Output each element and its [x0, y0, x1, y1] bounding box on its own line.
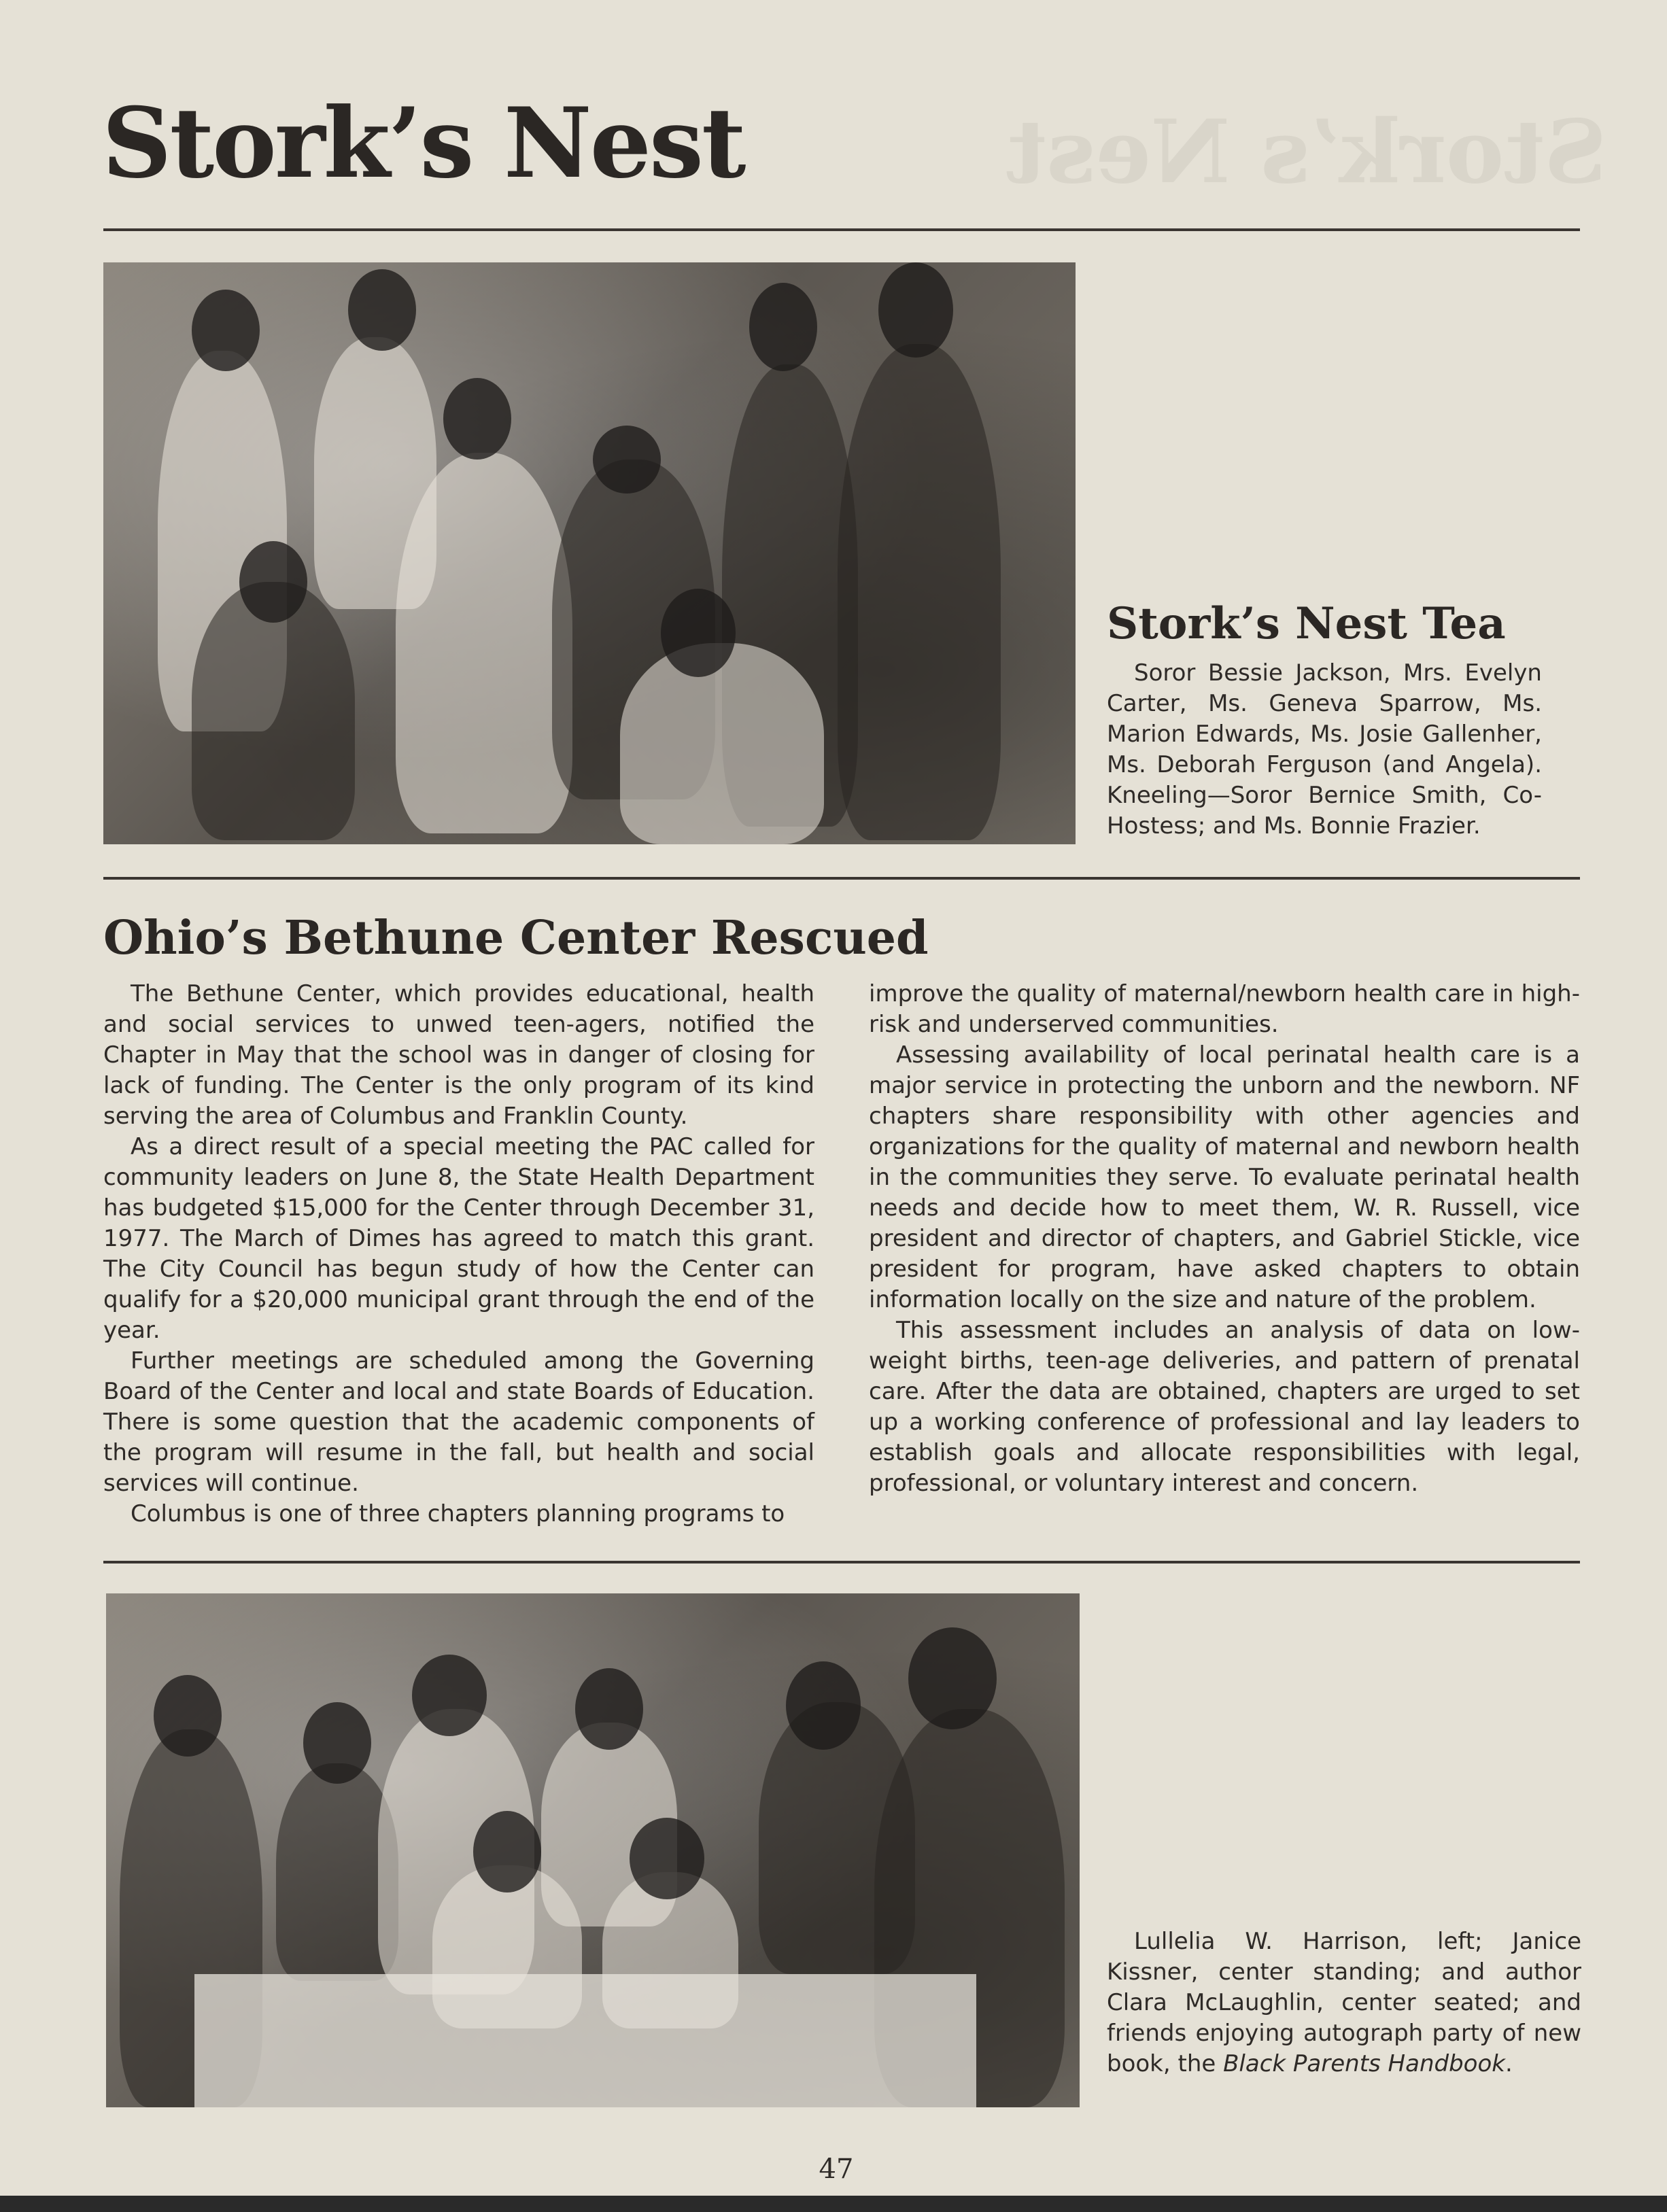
article-column-left: [103, 979, 814, 1530]
photo-figure-head: [786, 1661, 861, 1750]
photo-caption-text: Lullelia W. Harrison, left; Janice Kissner, center standing; and author Clara McLaughlin, center seated; and friends enjoying autograph party of new book, the: [1107, 1928, 1581, 2077]
photo-figure-head: [661, 589, 736, 677]
photo-figure-head: [443, 378, 511, 460]
autograph-party-photo: [106, 1593, 1080, 2107]
top-rule: [103, 228, 1580, 231]
bleed-through-title: Stork’s Nest: [1006, 101, 1607, 203]
photo-caption-end: .: [1505, 2050, 1513, 2077]
photo-figure-head: [878, 262, 953, 358]
page-title: Stork’s Nest: [102, 87, 744, 200]
photo-figure: [396, 453, 572, 833]
article-title: Ohio’s Bethune Center Rescued: [103, 911, 929, 965]
photo-figure: [620, 643, 824, 844]
photo-figure-head: [412, 1655, 487, 1736]
photo-figure-head: [239, 541, 307, 623]
photo-table: [194, 1974, 976, 2107]
book-title: Black Parents Handbook: [1223, 2050, 1505, 2077]
scan-edge: [0, 2196, 1667, 2212]
photo-figure-head: [575, 1668, 643, 1750]
photo-figure-head: [908, 1627, 997, 1729]
photo-figure-head: [348, 269, 416, 351]
photo-figure: [838, 344, 1001, 840]
photo-caption-title: Stork’s Nest Tea: [1107, 598, 1506, 649]
article-paragraph: Columbus is one of three chapters planning programs to: [131, 1500, 785, 1527]
article-paragraph: This assessment includes an analysis of data on low-weight births, teen-age deliveries, and pattern of prenatal care. After the data are obtained, chapters are urged to set up a working conference of professional and lay leaders to establish goals and allocate responsibilities with legal, professional, or voluntary interest and concern.: [869, 1317, 1580, 1497]
photo-figure-head: [192, 290, 260, 371]
photo-figure-head: [473, 1811, 541, 1893]
article-paragraph: As a direct result of a special meeting the PAC called for community leaders on June 8, the State Health Department has budgeted $15,000 for the Center through December 31, 1977. The March of Dimes has agreed to match this grant. The City Council has begun study of how the Center can qualify for a $20,000 municipal grant through the end of the year.: [103, 1133, 814, 1344]
photo-caption: [1107, 1926, 1581, 2079]
photo-figure-head: [303, 1702, 371, 1784]
photo-figure-head: [154, 1675, 222, 1757]
photo-figure-head: [593, 426, 661, 494]
section-rule: [103, 877, 1580, 880]
storks-nest-tea-photo: [103, 262, 1076, 844]
article-paragraph: Assessing availability of local perinatal health care is a major service in protecting the unborn and the newborn. NF chapters share responsibility with other agencies and organizations for the quality of maternal and newborn health in the communities they serve. To evaluate perinatal health needs and decide how to meet them, W. R. Russell, vice president and director of chapters, and Gabriel Stickle, vice president for program, have asked chapters to obtain information locally on the size and nature of the problem.: [869, 1041, 1580, 1313]
section-rule: [103, 1561, 1580, 1563]
article-paragraph: improve the quality of maternal/newborn health care in high-risk and underserved communities.: [869, 980, 1580, 1038]
article-column-right: [869, 979, 1580, 1499]
article-paragraph: Further meetings are scheduled among the Governing Board of the Center and local and state Boards of Education. There is some question that the academic components of the program will resume in the fall, but health and social services will continue.: [103, 1347, 814, 1497]
photo-caption: Soror Bessie Jackson, Mrs. Evelyn Carter, Ms. Geneva Sparrow, Ms. Marion Edwards, Ms. Josie Gallenher, Ms. Deborah Ferguson (and Angela). Kneeling—Soror Bernice Smith, Co-Hostess; and Ms. Bonnie Frazier.: [1107, 659, 1542, 840]
photo-figure-head: [749, 283, 817, 371]
page-number: 47: [819, 2154, 854, 2185]
article-paragraph: The Bethune Center, which provides educational, health and social services to unwed teen-agers, notified the Chapter in May that the school was in danger of closing for lack of funding. The Center is the only program of its kind serving the area of Columbus and Franklin County.: [103, 980, 814, 1130]
photo-figure-head: [630, 1818, 704, 1899]
